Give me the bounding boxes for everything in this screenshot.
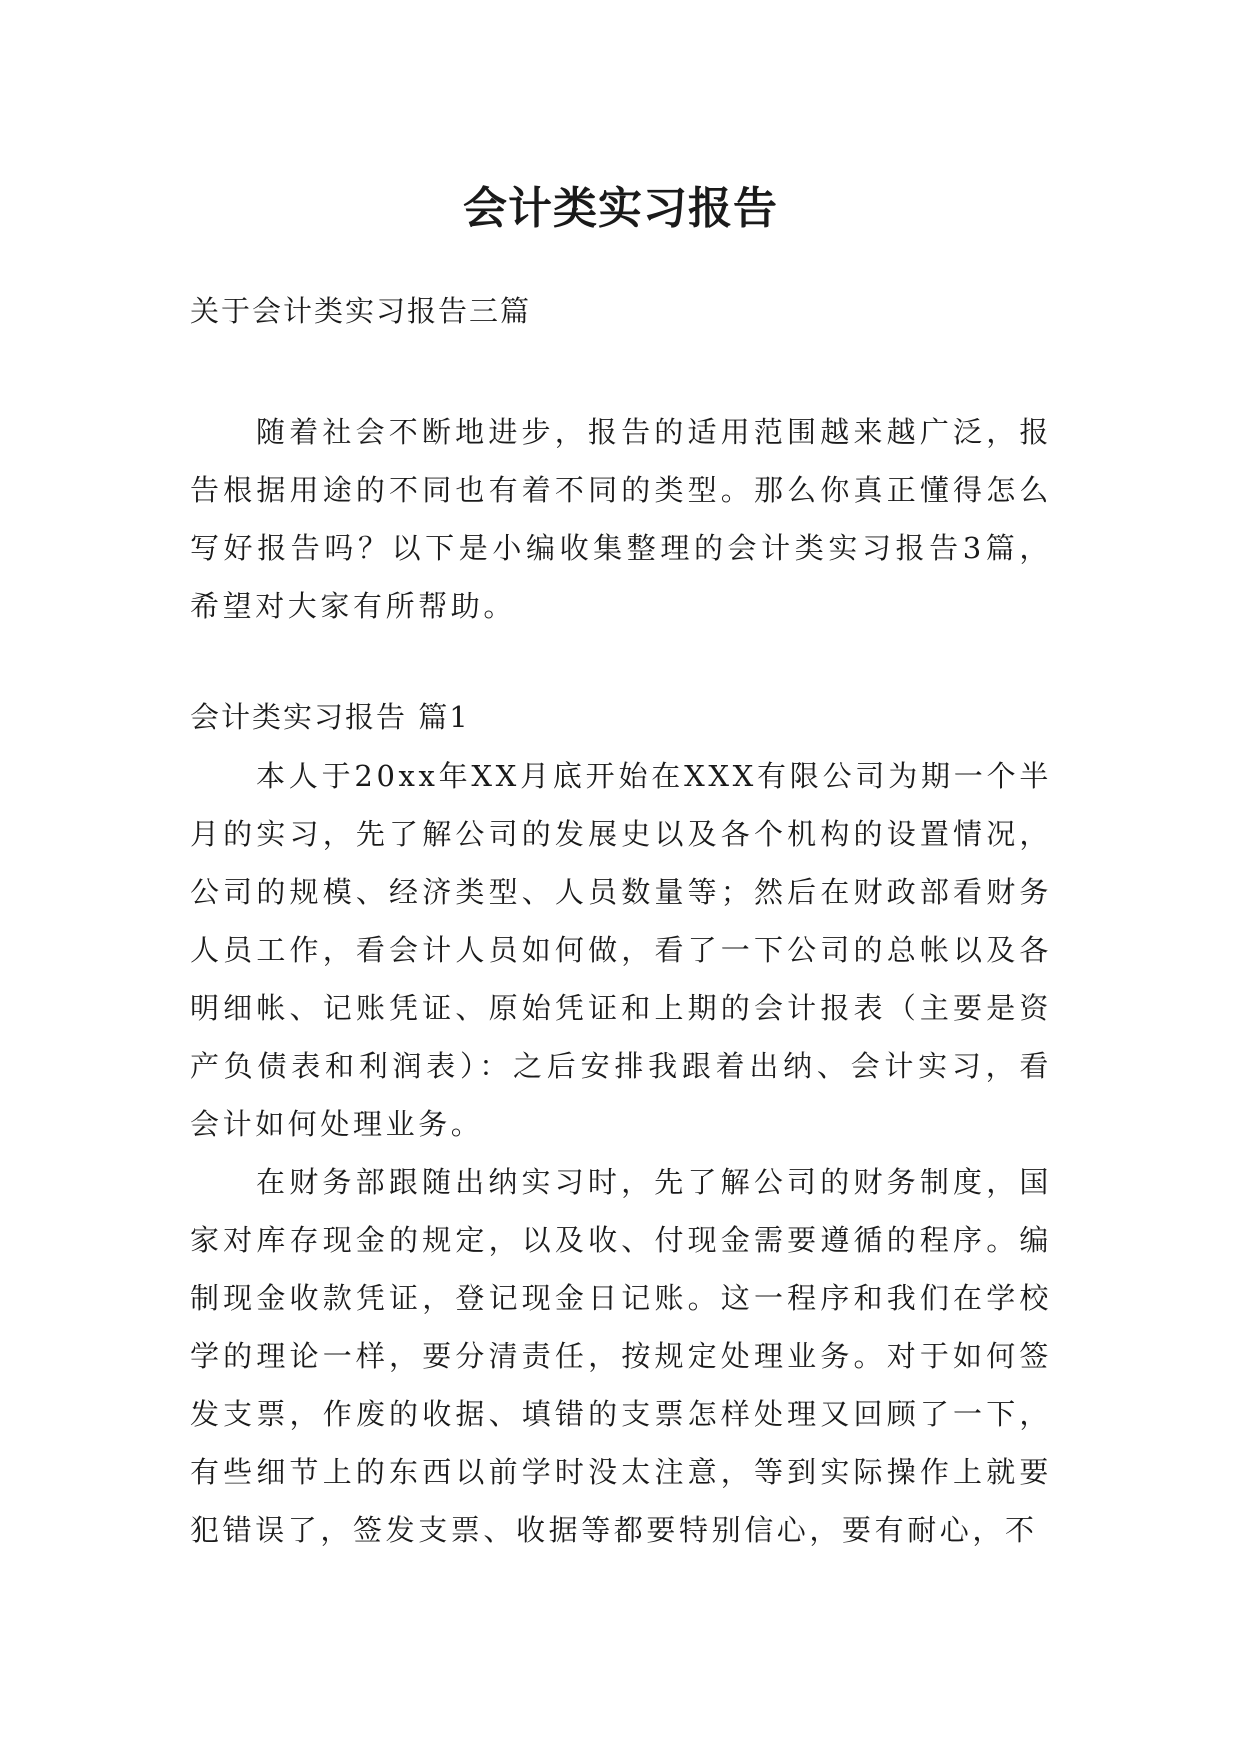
section-heading: 会计类实习报告 篇1 [190,700,470,734]
document-title: 会计类实习报告 [463,183,778,235]
intro-block [190,403,1052,635]
document-subtitle: 关于会计类实习报告三篇 [190,294,532,328]
body-paragraph: 本人于20xx年XX月底开始在XXX有限公司为期一个半月的实习，先了解公司的发展史以及各个机构的设置情况，公司的规模、经济类型、人员数量等；然后在财政部看财务人员工作，看会计人员如何做，看了一下公司的总帐以及各明细帐、记账凭证、原始凭证和上期的会计报表（主要是资产负债表和利润表）：之后安排我跟着出纳、会计实习，看会计如何处理业务。 [190,759,1052,1141]
intro-paragraph: 随着社会不断地进步，报告的适用范围越来越广泛，报告根据用途的不同也有着不同的类型。那么你真正懂得怎么写好报告吗？以下是小编收集整理的会计类实习报告3篇，希望对大家有所帮助。 [190,415,1052,623]
body-paragraph: 在财务部跟随出纳实习时，先了解公司的财务制度，国家对库存现金的规定，以及收、付现金需要遵循的程序。编制现金收款凭证，登记现金日记账。这一程序和我们在学校学的理论一样，要分清责任，按规定处理业务。对于如何签发支票，作废的收据、填错的支票怎样处理又回顾了一下，有些细节上的东西以前学时没太注意，等到实际操作上就要犯错误了，签发支票、收据等都要特别信心，要有耐心，不 [190,1165,1052,1547]
section-body [190,747,1052,1559]
